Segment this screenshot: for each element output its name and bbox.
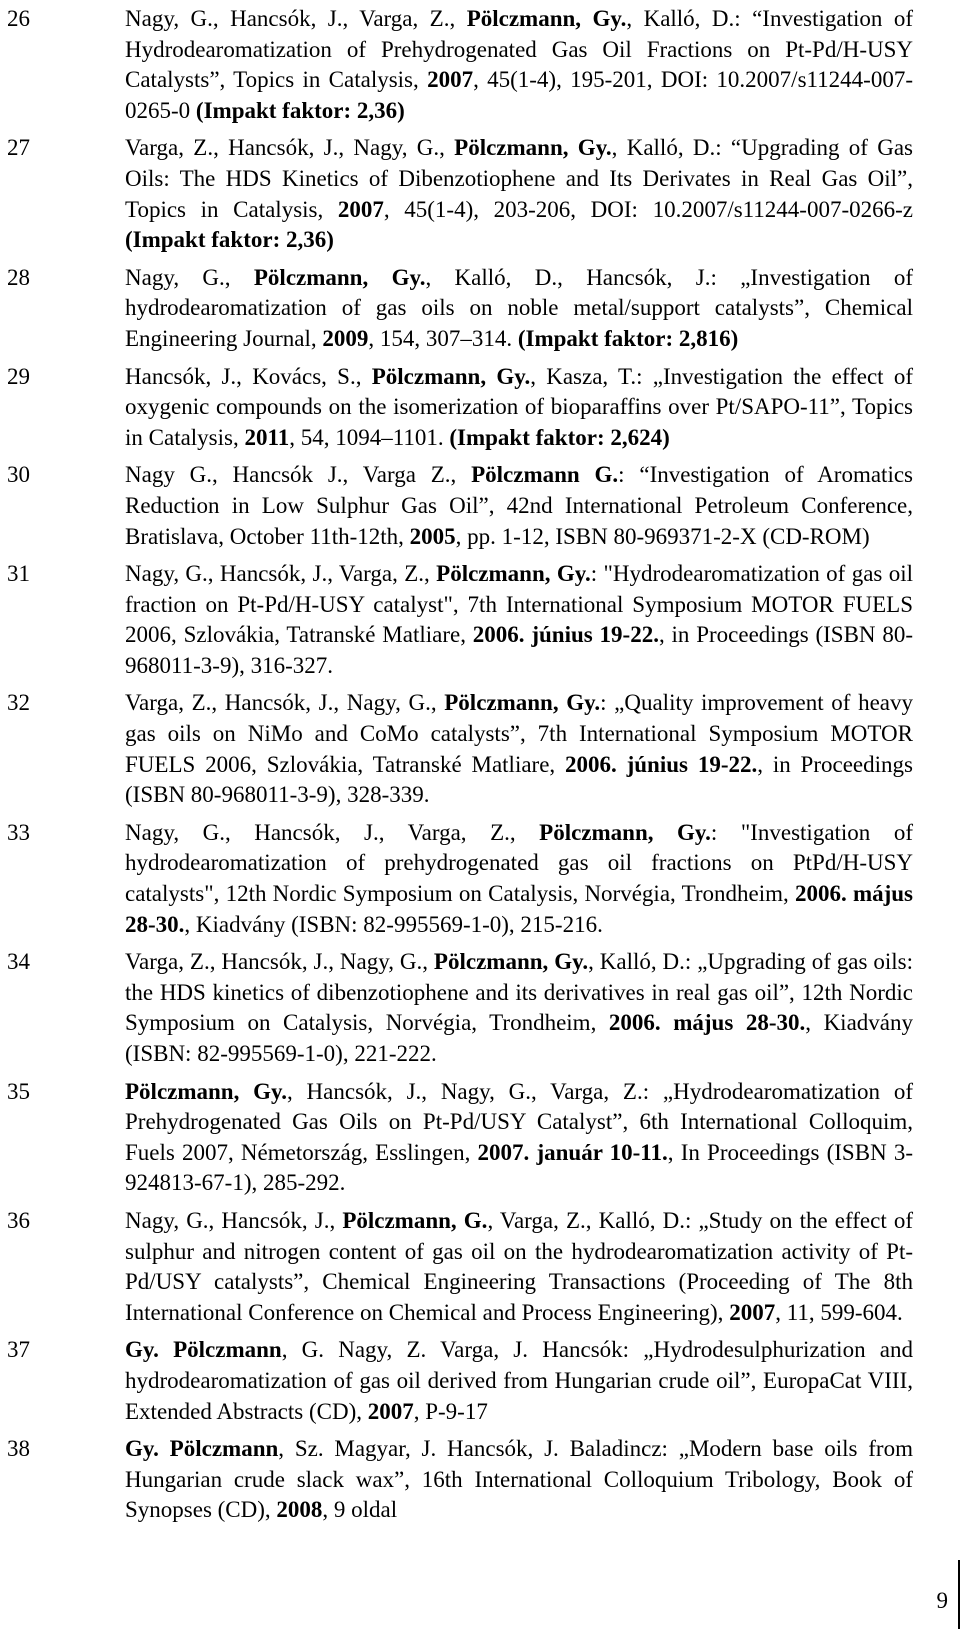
reference-bold-segment: 2011 <box>244 424 290 450</box>
reference-item <box>0 1434 960 1526</box>
reference-number: 30 <box>7 462 30 488</box>
reference-text <box>125 561 913 678</box>
reference-number: 26 <box>7 6 30 31</box>
reference-bold-segment: Pölczmann, Gy. <box>371 363 531 389</box>
reference-segment: : “Investigation of Aromatics Reduction in Low Sulphur Gas Oil”, 42nd International Petroleum Conference, Bratislava, October 11th-12th, <box>125 462 913 549</box>
reference-segment: , in Proceedings (ISBN 80-968011-3-9), 316-327. <box>125 622 913 678</box>
reference-bold-segment: Pölczmann, Gy. <box>253 264 426 290</box>
reference-bold-segment: Gy. Pölczmann <box>125 1436 279 1462</box>
reference-segment: , 154, 307–314. <box>368 325 518 351</box>
reference-bold-segment: Pölczmann, Gy. <box>125 1078 288 1104</box>
reference-number: 29 <box>7 363 30 389</box>
reference-text <box>125 135 913 252</box>
reference-bold-segment: Pölczmann, Gy. <box>444 690 601 716</box>
reference-number: 33 <box>7 819 30 845</box>
reference-item <box>0 947 960 1069</box>
reference-text <box>125 820 913 937</box>
reference-segment: Varga, Z., Hancsók, J., Nagy, G., <box>125 690 445 716</box>
reference-segment: , Kiadvány (ISBN: 82-995569-1-0), 221-222. <box>125 1010 913 1066</box>
reference-bold-segment: 2006. május 28-30. <box>125 881 914 937</box>
reference-bold-segment: Pölczmann, Gy. <box>454 135 612 161</box>
reference-bold-segment: 2007 <box>427 67 474 93</box>
reference-bold-segment: 2008 <box>276 1497 323 1523</box>
reference-number: 32 <box>7 690 30 716</box>
reference-segment: , Kalló, D.: “Investigation of Hydrodearomatization of Prehydrogenated Gas Oil Fractions on Pt-Pd/H-USY Catalysts”, Topics in Catalysis, <box>125 6 913 93</box>
reference-bold-segment: Pölczmann, Gy. <box>466 6 627 31</box>
reference-list <box>0 4 960 1533</box>
reference-bold-segment: 2006. május 28-30. <box>608 1010 806 1036</box>
reference-text <box>125 690 913 807</box>
reference-item <box>0 1206 960 1328</box>
reference-bold-segment: Pölczmann G. <box>471 462 619 488</box>
reference-segment: Nagy, G., <box>125 264 254 290</box>
reference-segment: : "Hydrodearomatization of gas oil fraction on Pt-Pd/H-USY catalyst", 7th International Symposium MOTOR FUELS 2006, Szlovákia, Tatranské Matliare, <box>125 561 913 648</box>
reference-text <box>125 1079 913 1196</box>
reference-text <box>125 1208 913 1325</box>
reference-segment: , pp. 1-12, ISBN 80-969371-2-X (CD-ROM) <box>455 523 870 549</box>
reference-bold-segment: 2007 <box>729 1299 776 1325</box>
reference-segment: , Varga, Z., Kalló, D.: „Study on the effect of sulphur and nitrogen content of gas oil on the hydrodearomatization activity of Pt-Pd/USY catalysts”, Chemical Engineering Transactions (Proceeding of The 8th International Conference on Chemical and Process Engineering), <box>125 1207 913 1325</box>
reference-segment: , In Proceedings (ISBN 3-924813-67-1), 285-292. <box>125 1139 913 1196</box>
reference-bold-segment: 2007. január 10-11. <box>477 1139 668 1165</box>
reference-segment: : "Investigation of hydrodearomatization of prehydrogenated gas oil fractions on PtPd/H-USY catalysts", 12th Nordic Symposium on Catalysis, Norvégia, Trondheim, <box>125 819 913 907</box>
reference-segment: , Kalló, D.: „Upgrading of gas oils: the HDS kinetics of dibenzotiophene and its derivatives in real gas oil”, 12th Nordic Symposium on Catalysis, Norvégia, Trondheim, <box>125 949 913 1036</box>
reference-text <box>125 462 913 548</box>
reference-segment: Hancsók, J., Kovács, S., <box>125 363 372 389</box>
reference-bold-segment: (Impakt faktor: 2,624) <box>449 424 670 450</box>
reference-bold-segment: 2007 <box>367 1398 414 1424</box>
reference-number: 36 <box>7 1207 30 1233</box>
reference-segment: Nagy, G., Hancsók, J., Varga, Z., <box>125 6 467 31</box>
reference-number: 38 <box>7 1436 30 1462</box>
reference-item <box>0 460 960 552</box>
reference-number: 28 <box>7 264 30 290</box>
reference-bold-segment: 2005 <box>409 523 456 549</box>
reference-segment: , 45(1-4), 195-201, DOI: 10.2007/s11244-007-0265-0 <box>125 67 913 123</box>
reference-text <box>125 1436 913 1522</box>
reference-segment: Nagy, G., Hancsók, J., Varga, Z., <box>125 819 540 845</box>
reference-text <box>125 949 913 1066</box>
reference-item <box>0 1077 960 1199</box>
reference-segment: , Kalló, D.: “Upgrading of Gas Oils: The HDS Kinetics of Dibenzotiophene and Its Derivates in Real Gas Oil”, Topics in Catalysis, <box>125 135 913 222</box>
reference-bold-segment: 2007 <box>337 196 384 222</box>
reference-item <box>0 1335 960 1427</box>
reference-segment: , G. Nagy, Z. Varga, J. Hancsók: „Hydrodesulphurization and hydrodearomatization of gas oil derived from Hungarian crude oil”, EuropaCat VIII, Extended Abstracts (CD), <box>125 1337 913 1424</box>
reference-text <box>125 364 913 450</box>
reference-bold-segment: (Impakt faktor: 2,36) <box>125 227 334 253</box>
reference-segment: Varga, Z., Hancsók, J., Nagy, G., <box>125 135 455 161</box>
reference-segment: , 9 oldal <box>322 1497 398 1523</box>
reference-bold-segment: Pölczmann, Gy. <box>539 819 711 845</box>
reference-segment: : „Quality improvement of heavy gas oils on NiMo and CoMo catalysts”, 7th International Symposium MOTOR FUELS 2006, Szlovákia, Tatranské Matliare, <box>125 690 913 777</box>
reference-segment: , 11, 599-604. <box>775 1299 903 1325</box>
reference-bold-segment: Pölczmann, G. <box>342 1207 488 1233</box>
reference-bold-segment: (Impakt faktor: 2,816) <box>517 325 739 351</box>
reference-number: 27 <box>7 135 30 161</box>
reference-item <box>0 4 960 126</box>
reference-bold-segment: 2006. június 19-22. <box>565 751 758 777</box>
reference-segment: , Kalló, D., Hancsók, J.: „Investigation of hydrodearomatization of gas oils on noble metal/support catalysts”, Chemical Engineering Journal, <box>125 264 913 351</box>
reference-bold-segment: 2009 <box>322 325 369 351</box>
reference-bold-segment: Gy. Pölczmann <box>125 1337 282 1363</box>
reference-segment: , in Proceedings (ISBN 80-968011-3-9), 328-339. <box>125 751 913 808</box>
reference-bold-segment: Pölczmann, Gy. <box>436 561 591 587</box>
reference-segment: Nagy, G., Hancsók, J., Varga, Z., <box>125 561 437 587</box>
reference-segment: , Hancsók, J., Nagy, G., Varga, Z.: „Hydrodearomatization of Prehydrogenated Gas Oils on Pt-Pd/USY Catalyst”, 6th International Colloquim, Fuels 2007, Németország, Esslingen, <box>125 1078 913 1165</box>
reference-bold-segment: Pölczmann, Gy. <box>433 949 589 975</box>
reference-item <box>0 362 960 454</box>
reference-text <box>125 6 913 123</box>
reference-segment: Nagy G., Hancsók J., Varga Z., <box>125 462 472 488</box>
reference-bold-segment: 2006. június 19-22. <box>472 622 659 648</box>
reference-segment: Nagy, G., Hancsók, J., <box>125 1207 343 1233</box>
reference-item <box>0 263 960 355</box>
reference-number: 31 <box>7 561 30 587</box>
reference-segment: Varga, Z., Hancsók, J., Nagy, G., <box>125 949 434 975</box>
page-number: 9 <box>936 1588 948 1613</box>
reference-segment: , 45(1-4), 203-206, DOI: 10.2007/s11244-007-0266-z <box>383 196 913 222</box>
reference-segment: , Kasza, T.: „Investigation the effect of oxygenic compounds on the isomerization of bioparaffins over Pt/SAPO-11”, Topics in Catalysis, <box>125 363 913 450</box>
reference-bold-segment: (Impakt faktor: 2,36) <box>195 97 405 123</box>
reference-number: 34 <box>7 949 30 975</box>
reference-text <box>125 1337 913 1423</box>
reference-item <box>0 688 960 810</box>
reference-segment: , Kiadvány (ISBN: 82-995569-1-0), 215-216. <box>184 911 603 937</box>
reference-segment: , Sz. Magyar, J. Hancsók, J. Baladincz: „Modern base oils from Hungarian crude slack wax”, 16th International Colloquium Tribology, Book of Synopses (CD), <box>125 1436 913 1523</box>
reference-item <box>0 818 960 940</box>
reference-number: 37 <box>7 1337 30 1363</box>
reference-number: 35 <box>7 1078 30 1104</box>
reference-item <box>0 559 960 681</box>
reference-segment: , 54, 1094–1101. <box>289 424 450 450</box>
reference-text <box>125 265 913 351</box>
reference-segment: , P-9-17 <box>413 1398 488 1424</box>
reference-item <box>0 133 960 255</box>
